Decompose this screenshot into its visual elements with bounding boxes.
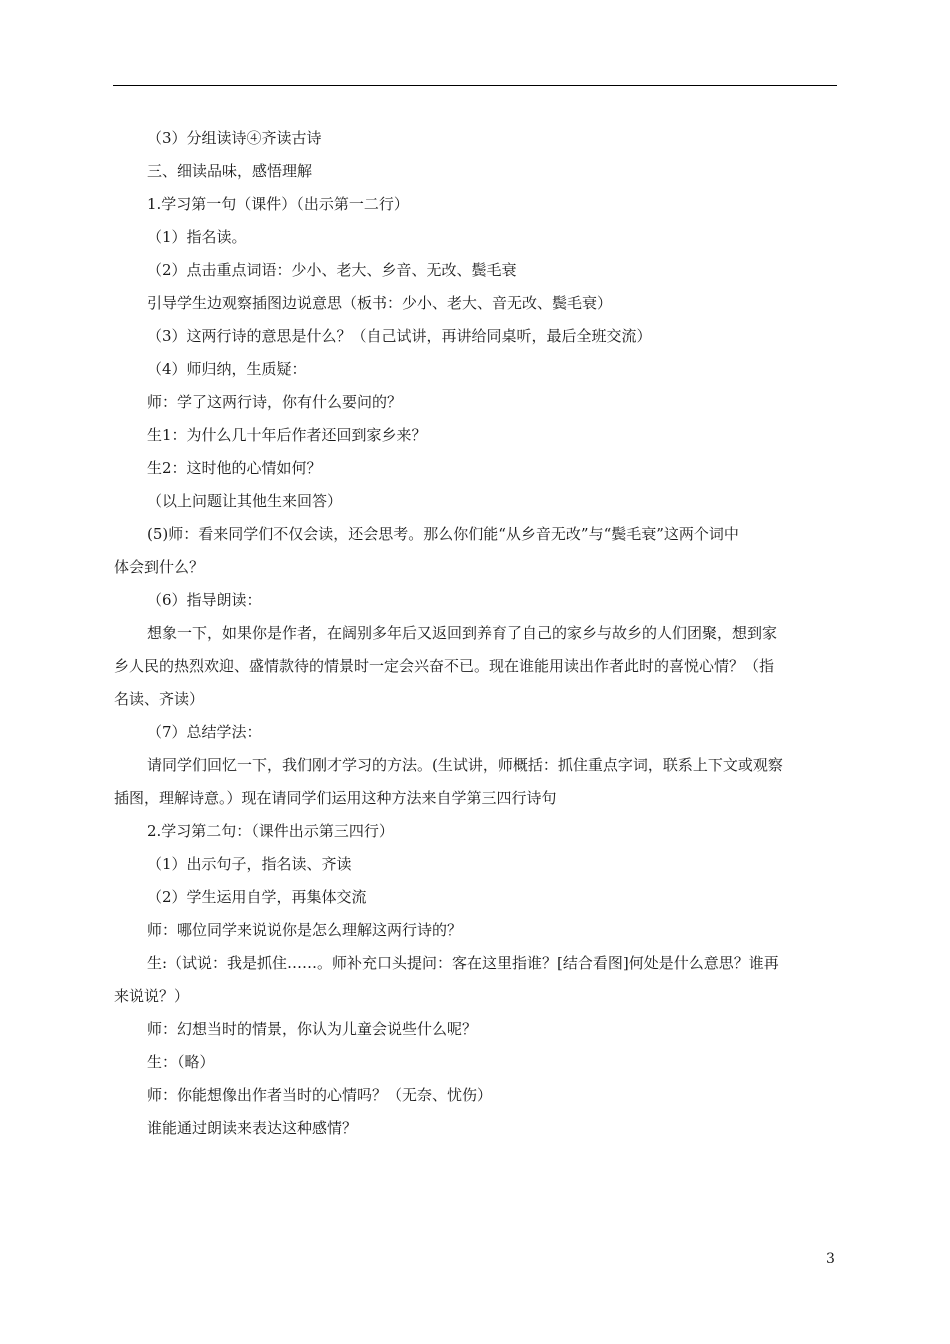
paragraph-5-line-1: (5)师：看来同学们不仅会读，还会思考。那么你们能“从乡音无改”与“鬓毛衰”这两个词中	[147, 525, 739, 543]
paragraph-6-line-1: 想象一下，如果你是作者，在阔别多年后又返回到养育了自己的家乡与故乡的人们团聚，想到家	[147, 624, 778, 642]
text-line: （6）指导朗读：	[147, 591, 262, 609]
paragraph-5-line-2: 体会到什么？	[114, 558, 205, 576]
text-line: 师：学了这两行诗，你有什么要问的？	[147, 393, 403, 411]
text-line: 引导学生边观察插图边说意思（板书：少小、老大、音无改、鬓毛衰）	[147, 294, 613, 312]
paragraph-7-line-1: 请同学们回忆一下，我们刚才学习的方法。(生试讲，师概括：抓住重点字词，联系上下文或观察	[147, 756, 783, 774]
text-line: 2.学习第二句：（课件出示第三四行）	[147, 822, 394, 840]
text-line: 师：幻想当时的情景，你认为儿童会说些什么呢？	[147, 1020, 478, 1038]
paragraph-8-line-2: 来说说？）	[114, 987, 190, 1005]
text-line: 生：（略）	[147, 1053, 215, 1071]
header-rule	[113, 85, 837, 86]
text-line: （1）指名读。	[147, 228, 247, 246]
text-line: 师：哪位同学来说说你是怎么理解这两行诗的？	[147, 921, 463, 939]
paragraph-6-line-3: 名读、齐读）	[114, 690, 205, 708]
text-line: （以上问题让其他生来回答）	[147, 492, 343, 510]
document-body	[114, 122, 837, 1145]
text-line: （1）出示句子，指名读、齐读	[147, 855, 352, 873]
page-number: 3	[826, 1251, 835, 1267]
text-line: 生2：这时他的心情如何？	[147, 459, 322, 477]
section-heading: 三、细读品味，感悟理解	[147, 162, 313, 180]
paragraph-8-line-1: 生:（试说：我是抓住……。师补充口头提问：客在这里指谁？[结合看图]何处是什么意思？谁再	[147, 954, 779, 972]
text-line: （2）学生运用自学，再集体交流	[147, 888, 367, 906]
text-line: 生1：为什么几十年后作者还回到家乡来？	[147, 426, 427, 444]
text-line: 谁能通过朗读来表达这种感情？	[147, 1119, 358, 1137]
text-line: （7）总结学法：	[147, 723, 262, 741]
text-line: （4）师归纳，生质疑：	[147, 360, 307, 378]
text-line: （2）点击重点词语：少小、老大、乡音、无改、鬓毛衰	[147, 261, 517, 279]
text-line: 1.学习第一句（课件）（出示第一二行）	[147, 195, 409, 213]
paragraph-6-line-2: 乡人民的热烈欢迎、盛情款待的情景时一定会兴奋不已。现在谁能用读出作者此时的喜悦心情？（指	[114, 657, 775, 675]
text-line: （3）这两行诗的意思是什么？（自己试讲，再讲给同桌听，最后全班交流）	[147, 327, 652, 345]
text-line: （3）分组读诗④齐读古诗	[147, 129, 322, 147]
paragraph-7-line-2: 插图，理解诗意。）现在请同学们运用这种方法来自学第三四行诗句	[114, 789, 557, 807]
text-line: 师：你能想像出作者当时的心情吗？（无奈、忧伤）	[147, 1086, 493, 1104]
